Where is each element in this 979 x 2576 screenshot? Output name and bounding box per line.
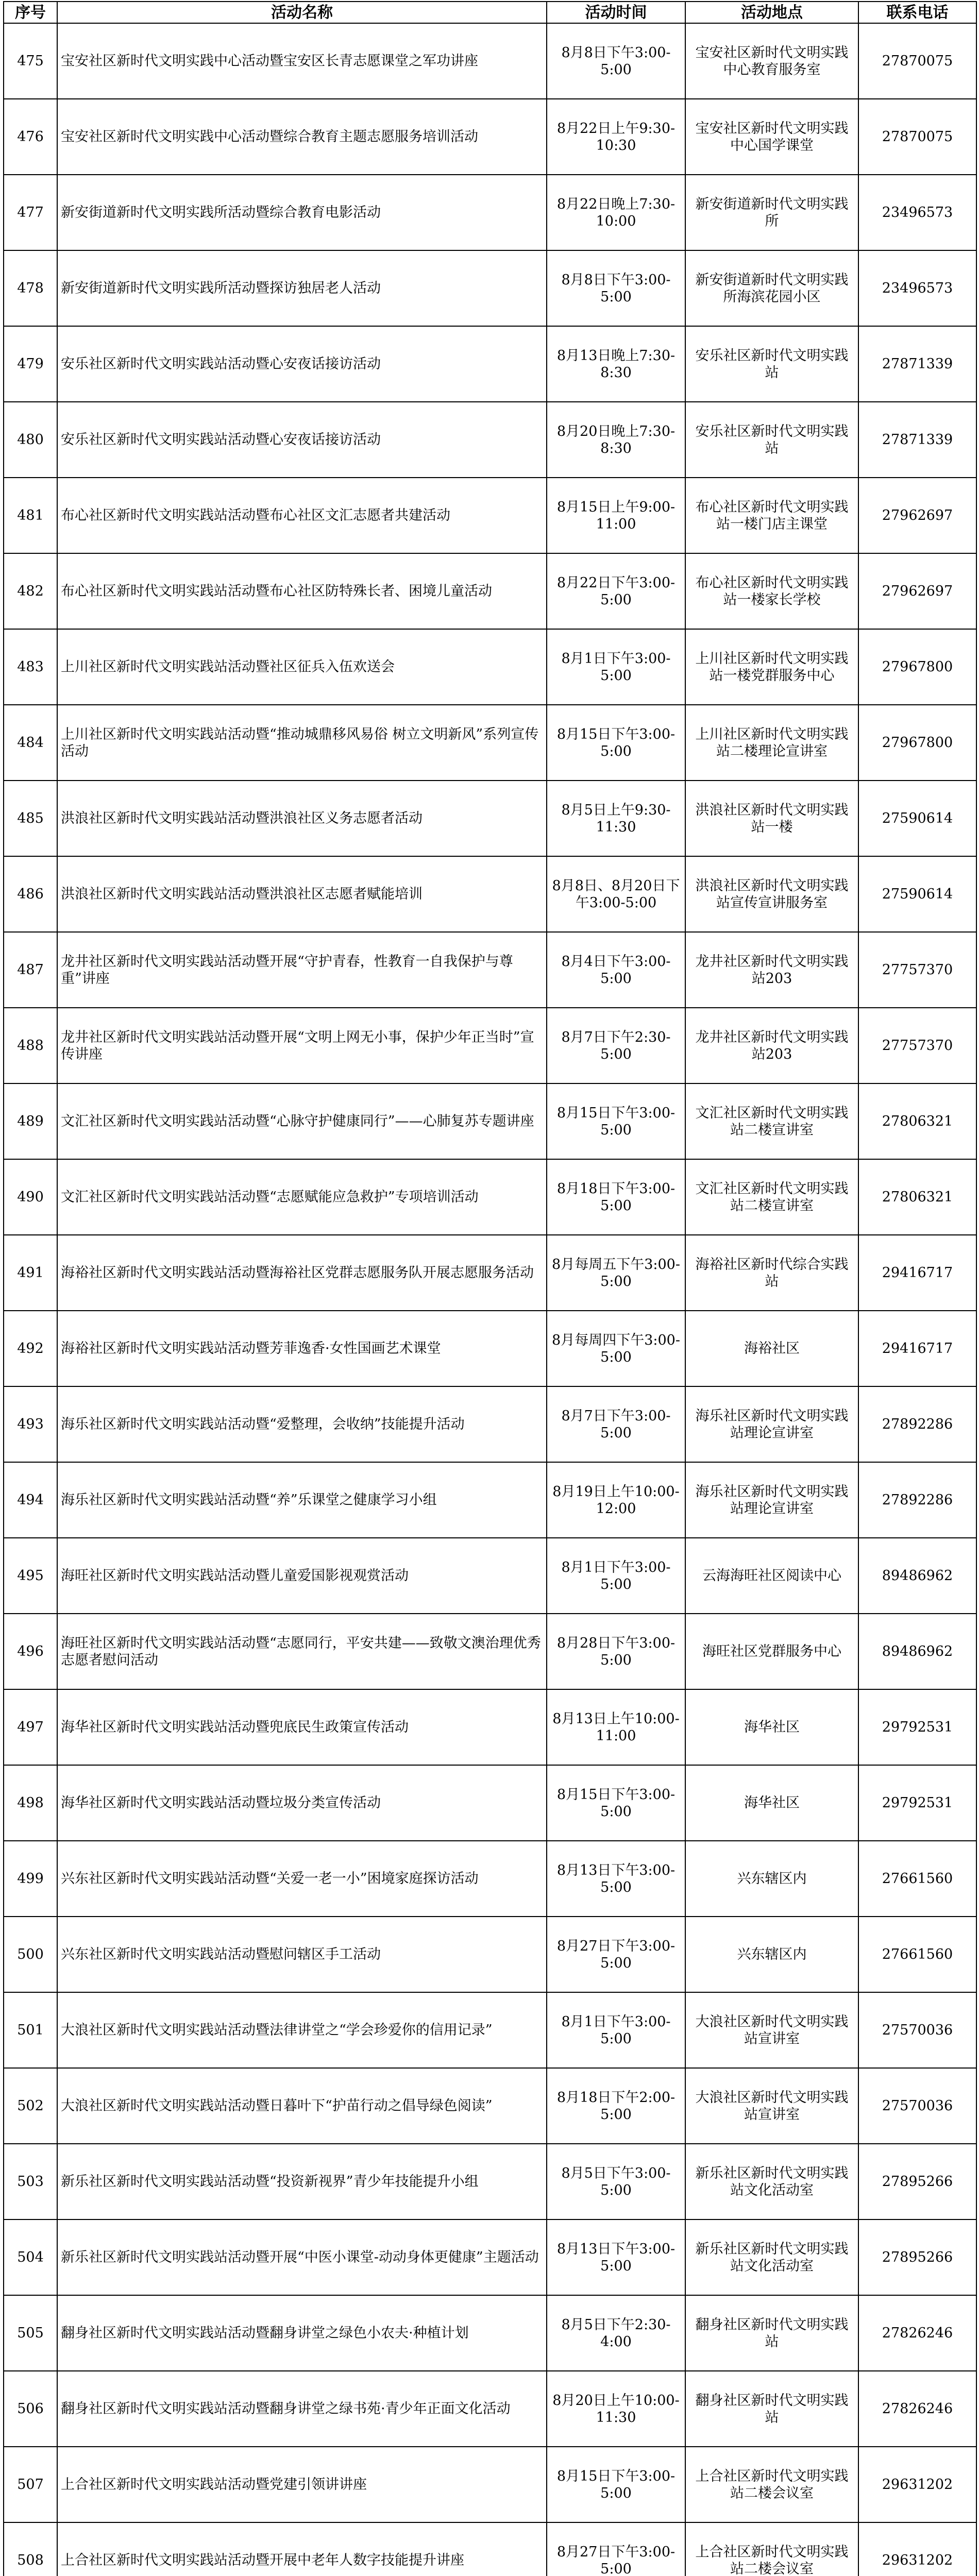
row-contact-phone: 27967800 bbox=[858, 629, 976, 705]
row-activity-time: 8月13日下午3:00-5:00 bbox=[547, 2219, 685, 2295]
row-activity-time: 8月13日上午10:00-11:00 bbox=[547, 1689, 685, 1765]
row-contact-phone: 27871339 bbox=[858, 326, 976, 402]
row-activity-location: 安乐社区新时代文明实践站 bbox=[685, 402, 858, 478]
table-body bbox=[4, 23, 976, 2576]
row-activity-location: 宝安社区新时代文明实践中心国学课堂 bbox=[685, 99, 858, 175]
table-row bbox=[4, 1462, 976, 1538]
row-activity-name: 大浪社区新时代文明实践站活动暨日暮叶下“护苗行动之倡导绿色阅读” bbox=[57, 2068, 547, 2144]
table-row bbox=[4, 1538, 976, 1614]
row-activity-name: 宝安社区新时代文明实践中心活动暨综合教育主题志愿服务培训活动 bbox=[57, 99, 547, 175]
row-activity-time: 8月27日下午3:00-5:00 bbox=[547, 2522, 685, 2576]
row-activity-location: 翻身社区新时代文明实践站 bbox=[685, 2295, 858, 2371]
row-contact-phone: 29631202 bbox=[858, 2522, 976, 2576]
row-activity-name: 兴东社区新时代文明实践站活动暨慰问辖区手工活动 bbox=[57, 1917, 547, 1992]
row-activity-name: 海华社区新时代文明实践站活动暨垃圾分类宣传活动 bbox=[57, 1765, 547, 1841]
table-row bbox=[4, 2144, 976, 2219]
row-activity-time: 8月每周四下午3:00-5:00 bbox=[547, 1311, 685, 1386]
row-seq: 484 bbox=[4, 705, 57, 781]
row-activity-location: 洪浪社区新时代文明实践站一楼 bbox=[685, 781, 858, 856]
row-activity-name: 安乐社区新时代文明实践站活动暨心安夜话接访活动 bbox=[57, 402, 547, 478]
row-activity-location: 新乐社区新时代文明实践站文化活动室 bbox=[685, 2219, 858, 2295]
row-contact-phone: 27570036 bbox=[858, 1992, 976, 2068]
table-row bbox=[4, 1159, 976, 1235]
row-seq: 507 bbox=[4, 2447, 57, 2522]
row-activity-time: 8月15日下午3:00-5:00 bbox=[547, 705, 685, 781]
row-contact-phone: 27806321 bbox=[858, 1159, 976, 1235]
row-contact-phone: 89486962 bbox=[858, 1538, 976, 1614]
table-row bbox=[4, 402, 976, 478]
row-contact-phone: 27870075 bbox=[858, 99, 976, 175]
table-row bbox=[4, 1841, 976, 1917]
row-seq: 494 bbox=[4, 1462, 57, 1538]
header-activity-location: 活动地点 bbox=[685, 2, 858, 23]
table-row bbox=[4, 1689, 976, 1765]
row-activity-name: 翻身社区新时代文明实践站活动暨翻身讲堂之绿色小农夫·种植计划 bbox=[57, 2295, 547, 2371]
row-seq: 508 bbox=[4, 2522, 57, 2576]
row-seq: 481 bbox=[4, 478, 57, 553]
row-activity-location: 上川社区新时代文明实践站一楼党群服务中心 bbox=[685, 629, 858, 705]
row-activity-location: 海华社区 bbox=[685, 1765, 858, 1841]
row-activity-location: 海裕社区 bbox=[685, 1311, 858, 1386]
table-row bbox=[4, 2068, 976, 2144]
table-row bbox=[4, 553, 976, 629]
row-activity-location: 洪浪社区新时代文明实践站宣传宣讲服务室 bbox=[685, 856, 858, 932]
row-activity-location: 海裕社区新时代综合实践站 bbox=[685, 1235, 858, 1311]
row-activity-location: 上川社区新时代文明实践站二楼理论宣讲室 bbox=[685, 705, 858, 781]
table-row bbox=[4, 2522, 976, 2576]
header-activity-name: 活动名称 bbox=[57, 2, 547, 23]
row-activity-location: 大浪社区新时代文明实践站宣讲室 bbox=[685, 1992, 858, 2068]
row-seq: 499 bbox=[4, 1841, 57, 1917]
row-seq: 497 bbox=[4, 1689, 57, 1765]
row-seq: 496 bbox=[4, 1614, 57, 1689]
row-activity-name: 兴东社区新时代文明实践站活动暨“关爱一老一小”困境家庭探访活动 bbox=[57, 1841, 547, 1917]
row-activity-name: 洪浪社区新时代文明实践站活动暨洪浪社区义务志愿者活动 bbox=[57, 781, 547, 856]
row-activity-time: 8月15日下午3:00-5:00 bbox=[547, 2447, 685, 2522]
row-activity-name: 文汇社区新时代文明实践站活动暨“志愿赋能应急救护”专项培训活动 bbox=[57, 1159, 547, 1235]
row-activity-location: 宝安社区新时代文明实践中心教育服务室 bbox=[685, 23, 858, 99]
row-seq: 483 bbox=[4, 629, 57, 705]
row-contact-phone: 29416717 bbox=[858, 1311, 976, 1386]
table-row bbox=[4, 2371, 976, 2447]
row-activity-location: 大浪社区新时代文明实践站宣讲室 bbox=[685, 2068, 858, 2144]
row-activity-name: 新安街道新时代文明实践所活动暨探访独居老人活动 bbox=[57, 250, 547, 326]
row-activity-time: 8月8日下午3:00-5:00 bbox=[547, 23, 685, 99]
table-row bbox=[4, 932, 976, 1008]
row-seq: 495 bbox=[4, 1538, 57, 1614]
row-activity-time: 8月1日下午3:00-5:00 bbox=[547, 1992, 685, 2068]
row-activity-time: 8月22日下午3:00-5:00 bbox=[547, 553, 685, 629]
row-activity-time: 8月15日下午3:00-5:00 bbox=[547, 1765, 685, 1841]
row-seq: 493 bbox=[4, 1386, 57, 1462]
row-activity-name: 宝安社区新时代文明实践中心活动暨宝安区长青志愿课堂之军功讲座 bbox=[57, 23, 547, 99]
row-contact-phone: 23496573 bbox=[858, 250, 976, 326]
row-seq: 501 bbox=[4, 1992, 57, 2068]
row-activity-location: 安乐社区新时代文明实践站 bbox=[685, 326, 858, 402]
row-activity-name: 新乐社区新时代文明实践站活动暨开展“中医小课堂-动动身体更健康”主题活动 bbox=[57, 2219, 547, 2295]
row-contact-phone: 27967800 bbox=[858, 705, 976, 781]
table-row bbox=[4, 1917, 976, 1992]
row-seq: 476 bbox=[4, 99, 57, 175]
row-activity-location: 兴东辖区内 bbox=[685, 1841, 858, 1917]
row-seq: 477 bbox=[4, 175, 57, 250]
row-contact-phone: 27590614 bbox=[858, 856, 976, 932]
row-activity-time: 8月5日上午9:30-11:30 bbox=[547, 781, 685, 856]
row-contact-phone: 27895266 bbox=[858, 2219, 976, 2295]
row-seq: 486 bbox=[4, 856, 57, 932]
row-activity-time: 8月18日下午2:00-5:00 bbox=[547, 2068, 685, 2144]
row-seq: 475 bbox=[4, 23, 57, 99]
row-activity-time: 8月7日下午2:30-5:00 bbox=[547, 1008, 685, 1083]
row-seq: 490 bbox=[4, 1159, 57, 1235]
table-row bbox=[4, 175, 976, 250]
row-activity-time: 8月8日、8月20日下午3:00-5:00 bbox=[547, 856, 685, 932]
row-contact-phone: 23496573 bbox=[858, 175, 976, 250]
row-activity-time: 8月13日晚上7:30-8:30 bbox=[547, 326, 685, 402]
row-activity-time: 8月1日下午3:00-5:00 bbox=[547, 629, 685, 705]
table-row bbox=[4, 2447, 976, 2522]
row-seq: 482 bbox=[4, 553, 57, 629]
row-activity-name: 海乐社区新时代文明实践站活动暨“养”乐课堂之健康学习小组 bbox=[57, 1462, 547, 1538]
row-seq: 503 bbox=[4, 2144, 57, 2219]
row-activity-name: 新乐社区新时代文明实践站活动暨“投资新视界”青少年技能提升小组 bbox=[57, 2144, 547, 2219]
header-activity-time: 活动时间 bbox=[547, 2, 685, 23]
row-activity-time: 8月19日上午10:00-12:00 bbox=[547, 1462, 685, 1538]
row-activity-location: 海乐社区新时代文明实践站理论宣讲室 bbox=[685, 1462, 858, 1538]
row-activity-name: 上川社区新时代文明实践站活动暨“推动城鼎移风易俗 树立文明新风”系列宣传活动 bbox=[57, 705, 547, 781]
row-seq: 498 bbox=[4, 1765, 57, 1841]
row-contact-phone: 27962697 bbox=[858, 478, 976, 553]
table-row bbox=[4, 23, 976, 99]
row-activity-time: 8月15日下午3:00-5:00 bbox=[547, 1083, 685, 1159]
row-activity-time: 8月每周五下午3:00-5:00 bbox=[547, 1235, 685, 1311]
row-activity-time: 8月18日下午3:00-5:00 bbox=[547, 1159, 685, 1235]
row-activity-time: 8月5日下午3:00-5:00 bbox=[547, 2144, 685, 2219]
row-activity-location: 上合社区新时代文明实践站二楼会议室 bbox=[685, 2447, 858, 2522]
row-activity-name: 海裕社区新时代文明实践站活动暨芳菲逸香·女性国画艺术课堂 bbox=[57, 1311, 547, 1386]
row-contact-phone: 29631202 bbox=[858, 2447, 976, 2522]
table-row bbox=[4, 781, 976, 856]
table-row bbox=[4, 1083, 976, 1159]
row-activity-location: 龙井社区新时代文明实践站203 bbox=[685, 932, 858, 1008]
row-activity-time: 8月22日晚上7:30-10:00 bbox=[547, 175, 685, 250]
row-activity-name: 海裕社区新时代文明实践站活动暨海裕社区党群志愿服务队开展志愿服务活动 bbox=[57, 1235, 547, 1311]
row-contact-phone: 27870075 bbox=[858, 23, 976, 99]
row-seq: 489 bbox=[4, 1083, 57, 1159]
row-seq: 485 bbox=[4, 781, 57, 856]
row-activity-time: 8月5日下午2:30-4:00 bbox=[547, 2295, 685, 2371]
row-seq: 479 bbox=[4, 326, 57, 402]
header-contact-phone: 联系电话 bbox=[858, 2, 976, 23]
row-activity-name: 布心社区新时代文明实践站活动暨布心社区文汇志愿者共建活动 bbox=[57, 478, 547, 553]
table-row bbox=[4, 326, 976, 402]
row-contact-phone: 29792531 bbox=[858, 1765, 976, 1841]
row-contact-phone: 27661560 bbox=[858, 1841, 976, 1917]
row-activity-location: 上合社区新时代文明实践站二楼会议室 bbox=[685, 2522, 858, 2576]
row-contact-phone: 27590614 bbox=[858, 781, 976, 856]
row-contact-phone: 29792531 bbox=[858, 1689, 976, 1765]
row-activity-location: 海旺社区党群服务中心 bbox=[685, 1614, 858, 1689]
table-row bbox=[4, 1765, 976, 1841]
row-contact-phone: 27892286 bbox=[858, 1386, 976, 1462]
row-activity-name: 龙井社区新时代文明实践站活动暨开展“文明上网无小事，保护少年正当时”宣传讲座 bbox=[57, 1008, 547, 1083]
table-row bbox=[4, 478, 976, 553]
row-seq: 500 bbox=[4, 1917, 57, 1992]
row-contact-phone: 27962697 bbox=[858, 553, 976, 629]
row-activity-time: 8月15日上午9:00-11:00 bbox=[547, 478, 685, 553]
row-activity-location: 兴东辖区内 bbox=[685, 1917, 858, 1992]
row-activity-name: 上合社区新时代文明实践站活动暨党建引领讲讲座 bbox=[57, 2447, 547, 2522]
row-contact-phone: 27871339 bbox=[858, 402, 976, 478]
header-row bbox=[4, 2, 976, 23]
row-activity-location: 云海海旺社区阅读中心 bbox=[685, 1538, 858, 1614]
row-activity-location: 新安街道新时代文明实践所海滨花园小区 bbox=[685, 250, 858, 326]
row-activity-name: 布心社区新时代文明实践站活动暨布心社区防特殊长者、困境儿童活动 bbox=[57, 553, 547, 629]
row-contact-phone: 27826246 bbox=[858, 2371, 976, 2447]
row-activity-name: 海乐社区新时代文明实践站活动暨“爱整理，会收纳”技能提升活动 bbox=[57, 1386, 547, 1462]
row-activity-location: 新安街道新时代文明实践所 bbox=[685, 175, 858, 250]
row-activity-name: 安乐社区新时代文明实践站活动暨心安夜话接访活动 bbox=[57, 326, 547, 402]
row-seq: 492 bbox=[4, 1311, 57, 1386]
row-activity-name: 新安街道新时代文明实践所活动暨综合教育电影活动 bbox=[57, 175, 547, 250]
row-activity-location: 布心社区新时代文明实践站一楼门店主课堂 bbox=[685, 478, 858, 553]
header-seq: 序号 bbox=[4, 2, 57, 23]
row-seq: 480 bbox=[4, 402, 57, 478]
row-contact-phone: 27826246 bbox=[858, 2295, 976, 2371]
row-contact-phone: 27757370 bbox=[858, 1008, 976, 1083]
row-seq: 506 bbox=[4, 2371, 57, 2447]
row-activity-time: 8月27日下午3:00-5:00 bbox=[547, 1917, 685, 1992]
row-activity-name: 翻身社区新时代文明实践站活动暨翻身讲堂之绿书苑·青少年正面文化活动 bbox=[57, 2371, 547, 2447]
row-activity-name: 海华社区新时代文明实践站活动暨兜底民生政策宣传活动 bbox=[57, 1689, 547, 1765]
row-activity-time: 8月13日下午3:00-5:00 bbox=[547, 1841, 685, 1917]
table-row bbox=[4, 1992, 976, 2068]
row-activity-location: 翻身社区新时代文明实践站 bbox=[685, 2371, 858, 2447]
table-row bbox=[4, 705, 976, 781]
row-seq: 504 bbox=[4, 2219, 57, 2295]
row-activity-time: 8月4日下午3:00-5:00 bbox=[547, 932, 685, 1008]
row-activity-time: 8月1日下午3:00-5:00 bbox=[547, 1538, 685, 1614]
table-row bbox=[4, 1614, 976, 1689]
row-activity-location: 布心社区新时代文明实践站一楼家长学校 bbox=[685, 553, 858, 629]
table-row bbox=[4, 2219, 976, 2295]
row-contact-phone: 27570036 bbox=[858, 2068, 976, 2144]
table-row bbox=[4, 2295, 976, 2371]
table-row bbox=[4, 1235, 976, 1311]
row-activity-name: 海旺社区新时代文明实践站活动暨“志愿同行，平安共建——致敬文澳治理优秀志愿者慰问活动 bbox=[57, 1614, 547, 1689]
row-activity-location: 龙井社区新时代文明实践站203 bbox=[685, 1008, 858, 1083]
row-activity-location: 文汇社区新时代文明实践站二楼宣讲室 bbox=[685, 1159, 858, 1235]
row-activity-time: 8月22日上午9:30-10:30 bbox=[547, 99, 685, 175]
row-contact-phone: 27757370 bbox=[858, 932, 976, 1008]
row-seq: 505 bbox=[4, 2295, 57, 2371]
table-row bbox=[4, 856, 976, 932]
row-activity-name: 上川社区新时代文明实践站活动暨社区征兵入伍欢送会 bbox=[57, 629, 547, 705]
row-activity-time: 8月7日下午3:00-5:00 bbox=[547, 1386, 685, 1462]
row-contact-phone: 27892286 bbox=[858, 1462, 976, 1538]
row-activity-location: 文汇社区新时代文明实践站二楼宣讲室 bbox=[685, 1083, 858, 1159]
table-row bbox=[4, 629, 976, 705]
row-activity-name: 文汇社区新时代文明实践站活动暨“心脉守护健康同行”——心肺复苏专题讲座 bbox=[57, 1083, 547, 1159]
row-activity-name: 洪浪社区新时代文明实践站活动暨洪浪社区志愿者赋能培训 bbox=[57, 856, 547, 932]
row-activity-name: 龙井社区新时代文明实践站活动暨开展“守护青春，性教育一自我保护与尊重”讲座 bbox=[57, 932, 547, 1008]
row-activity-time: 8月20日上午10:00-11:30 bbox=[547, 2371, 685, 2447]
row-activity-name: 上合社区新时代文明实践站活动暨开展中老年人数字技能提升讲座 bbox=[57, 2522, 547, 2576]
row-contact-phone: 27806321 bbox=[858, 1083, 976, 1159]
row-activity-location: 新乐社区新时代文明实践站文化活动室 bbox=[685, 2144, 858, 2219]
table-row bbox=[4, 99, 976, 175]
row-contact-phone: 27661560 bbox=[858, 1917, 976, 1992]
row-activity-location: 海华社区 bbox=[685, 1689, 858, 1765]
row-seq: 491 bbox=[4, 1235, 57, 1311]
row-activity-location: 海乐社区新时代文明实践站理论宣讲室 bbox=[685, 1386, 858, 1462]
table-row bbox=[4, 250, 976, 326]
table-row bbox=[4, 1311, 976, 1386]
table-row bbox=[4, 1008, 976, 1083]
row-contact-phone: 29416717 bbox=[858, 1235, 976, 1311]
row-seq: 488 bbox=[4, 1008, 57, 1083]
row-activity-time: 8月20日晚上7:30-8:30 bbox=[547, 402, 685, 478]
row-activity-name: 大浪社区新时代文明实践站活动暨法律讲堂之“学会珍爱你的信用记录” bbox=[57, 1992, 547, 2068]
row-activity-name: 海旺社区新时代文明实践站活动暨儿童爱国影视观赏活动 bbox=[57, 1538, 547, 1614]
row-contact-phone: 27895266 bbox=[858, 2144, 976, 2219]
activity-schedule-table bbox=[3, 1, 977, 2576]
row-activity-time: 8月8日下午3:00-5:00 bbox=[547, 250, 685, 326]
row-seq: 502 bbox=[4, 2068, 57, 2144]
row-seq: 478 bbox=[4, 250, 57, 326]
row-contact-phone: 89486962 bbox=[858, 1614, 976, 1689]
row-seq: 487 bbox=[4, 932, 57, 1008]
row-activity-time: 8月28日下午3:00-5:00 bbox=[547, 1614, 685, 1689]
table-row bbox=[4, 1386, 976, 1462]
